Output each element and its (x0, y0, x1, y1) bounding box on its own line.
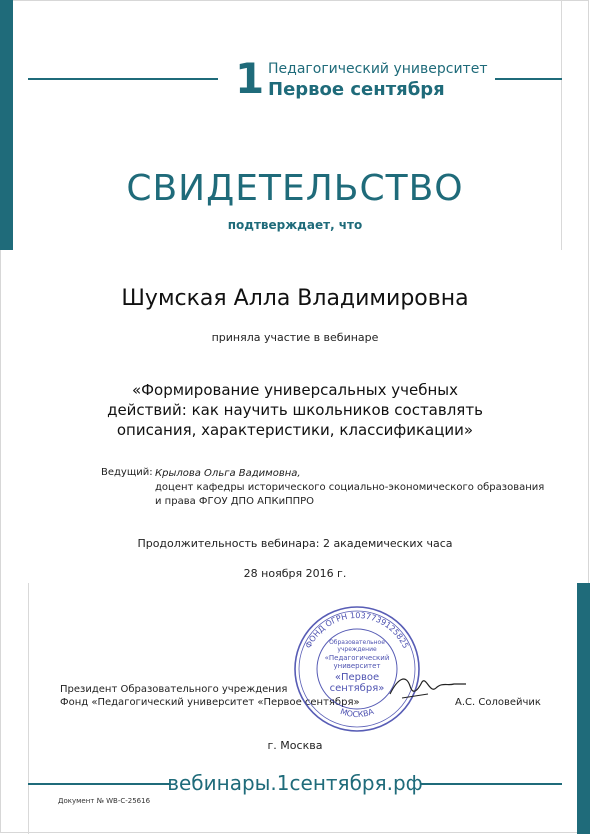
logo-line2: Первое сентября (268, 79, 445, 100)
stamp-outer-top: ФОНД ОГРН 1037739125825 (303, 610, 411, 650)
webinar-duration: Продолжительность вебинара: 2 академических часа (137, 537, 453, 550)
document-number: Документ № WB-C-25616 (58, 797, 151, 805)
webinar-title (60, 380, 530, 440)
stamp-inner-line: университет (333, 662, 381, 670)
host-organization: и права ФГОУ ДПО АПКиППРО (155, 496, 315, 507)
stamp-inner-line: «Первое (334, 672, 380, 683)
city: г. Москва (267, 739, 323, 752)
logo-mark: 1 (235, 54, 265, 103)
host-position: доцент кафедры исторического социально-экономического образования (155, 482, 545, 493)
webinar-title-line: действий: как научить школьников составлять (107, 401, 483, 419)
stamp-inner-line: учреждение (337, 646, 377, 653)
certificate-title: СВИДЕТЕЛЬСТВО (126, 168, 464, 209)
stamp-inner-line: сентября» (329, 683, 385, 694)
participation-text: приняла участие в вебинаре (211, 331, 379, 344)
webinar-date: 28 ноября 2016 г. (243, 567, 347, 580)
signer-position-line1: Президент Образовательного учреждения (60, 684, 288, 695)
stamp-inner-line: Образовательное (329, 639, 385, 646)
webinar-title-line: описания, характеристики, классификации» (116, 421, 474, 439)
left-border-strip (0, 583, 29, 834)
left-accent-bar (0, 0, 13, 250)
website-link[interactable]: вебинары.1сентября.рф (167, 771, 423, 795)
stamp-outer-bottom: МОСКВА (339, 707, 375, 720)
recipient-name: Шумская Алла Владимировна (121, 286, 469, 311)
right-accent-bar (577, 583, 590, 834)
right-border-strip (561, 0, 590, 250)
host-info (155, 467, 544, 509)
host-name: Крылова Ольга Вадимовна, (155, 468, 301, 479)
logo-line1: Педагогический университет (268, 61, 488, 77)
stamp-inner-line: «Педагогический (324, 654, 390, 662)
certificate-subtitle: подтверждает, что (227, 218, 363, 232)
host-label: Ведущий: (101, 467, 153, 478)
signer-name: А.С. Соловейчик (455, 697, 541, 708)
header-rule-left (28, 78, 218, 80)
signature-scribble (388, 668, 468, 704)
webinar-title-line: «Формирование универсальных учебных (131, 381, 459, 399)
signer-position-line2: Фонд «Педагогический университет «Первое сентября» (60, 697, 360, 708)
header-rule-right (495, 78, 562, 80)
